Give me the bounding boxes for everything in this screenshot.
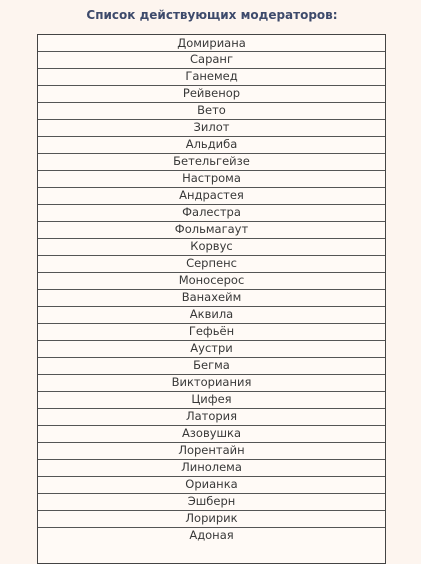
table-row xyxy=(38,255,385,272)
moderator-name: Бегма xyxy=(193,358,230,372)
moderator-name: Ганемед xyxy=(185,69,238,83)
table-row xyxy=(38,323,385,340)
page-title: Список действующих модераторов: xyxy=(86,8,338,22)
table-row xyxy=(38,153,385,170)
table-row xyxy=(38,391,385,408)
table-row xyxy=(38,170,385,187)
moderator-name: Эшберн xyxy=(187,494,236,508)
table-row xyxy=(38,204,385,221)
table-row xyxy=(38,102,385,119)
moderator-name: Бетельгейзе xyxy=(173,154,250,168)
moderator-name: Азовушка xyxy=(181,426,242,440)
moderator-name: Саранг xyxy=(190,52,233,66)
table-row xyxy=(38,442,385,459)
table-row xyxy=(38,187,385,204)
table-row xyxy=(38,527,385,544)
table-row xyxy=(38,306,385,323)
table-row xyxy=(38,68,385,85)
moderator-name: Корвус xyxy=(190,239,233,253)
table-row xyxy=(38,238,385,255)
table-row xyxy=(38,119,385,136)
moderators-table xyxy=(37,34,386,564)
moderator-name: Цифея xyxy=(191,392,232,406)
table-row xyxy=(38,136,385,153)
table-row xyxy=(38,340,385,357)
table-row xyxy=(38,289,385,306)
moderator-name: Орианка xyxy=(185,477,238,491)
moderator-name: Рейвенор xyxy=(182,86,241,100)
moderator-name: Аустри xyxy=(190,341,233,355)
moderator-name: Лорентайн xyxy=(178,443,245,457)
moderator-name: Линолема xyxy=(181,460,242,474)
moderator-name: Латория xyxy=(185,409,238,423)
table-row xyxy=(38,493,385,510)
moderator-name: Серпенс xyxy=(186,256,237,270)
moderator-name: Зилот xyxy=(193,120,230,134)
moderator-name: Гефьён xyxy=(188,324,235,338)
moderator-name: Андрастея xyxy=(179,188,244,202)
table-row xyxy=(38,476,385,493)
table-row xyxy=(38,425,385,442)
table-row xyxy=(38,85,385,102)
table-row xyxy=(38,272,385,289)
moderator-name: Настрома xyxy=(182,171,241,185)
table-row xyxy=(38,374,385,391)
table-row xyxy=(38,221,385,238)
table-row xyxy=(38,408,385,425)
moderator-name: Адоная xyxy=(189,528,234,542)
moderator-name: Домириана xyxy=(177,36,246,50)
table-row xyxy=(38,35,385,51)
moderator-name: Фольмагаут xyxy=(174,222,249,236)
moderator-name: Фалестра xyxy=(182,205,241,219)
moderator-name: Аквила xyxy=(189,307,234,321)
moderator-name: Альдиба xyxy=(185,137,238,151)
moderator-name: Лоририк xyxy=(185,511,238,525)
table-row xyxy=(38,357,385,374)
moderator-name: Викториания xyxy=(171,375,252,389)
table-row xyxy=(38,459,385,476)
table-row xyxy=(38,51,385,68)
table-row xyxy=(38,510,385,527)
moderator-name: Ванахейм xyxy=(181,290,242,304)
moderator-name: Моносерос xyxy=(178,273,245,287)
moderator-name: Вето xyxy=(197,103,226,117)
